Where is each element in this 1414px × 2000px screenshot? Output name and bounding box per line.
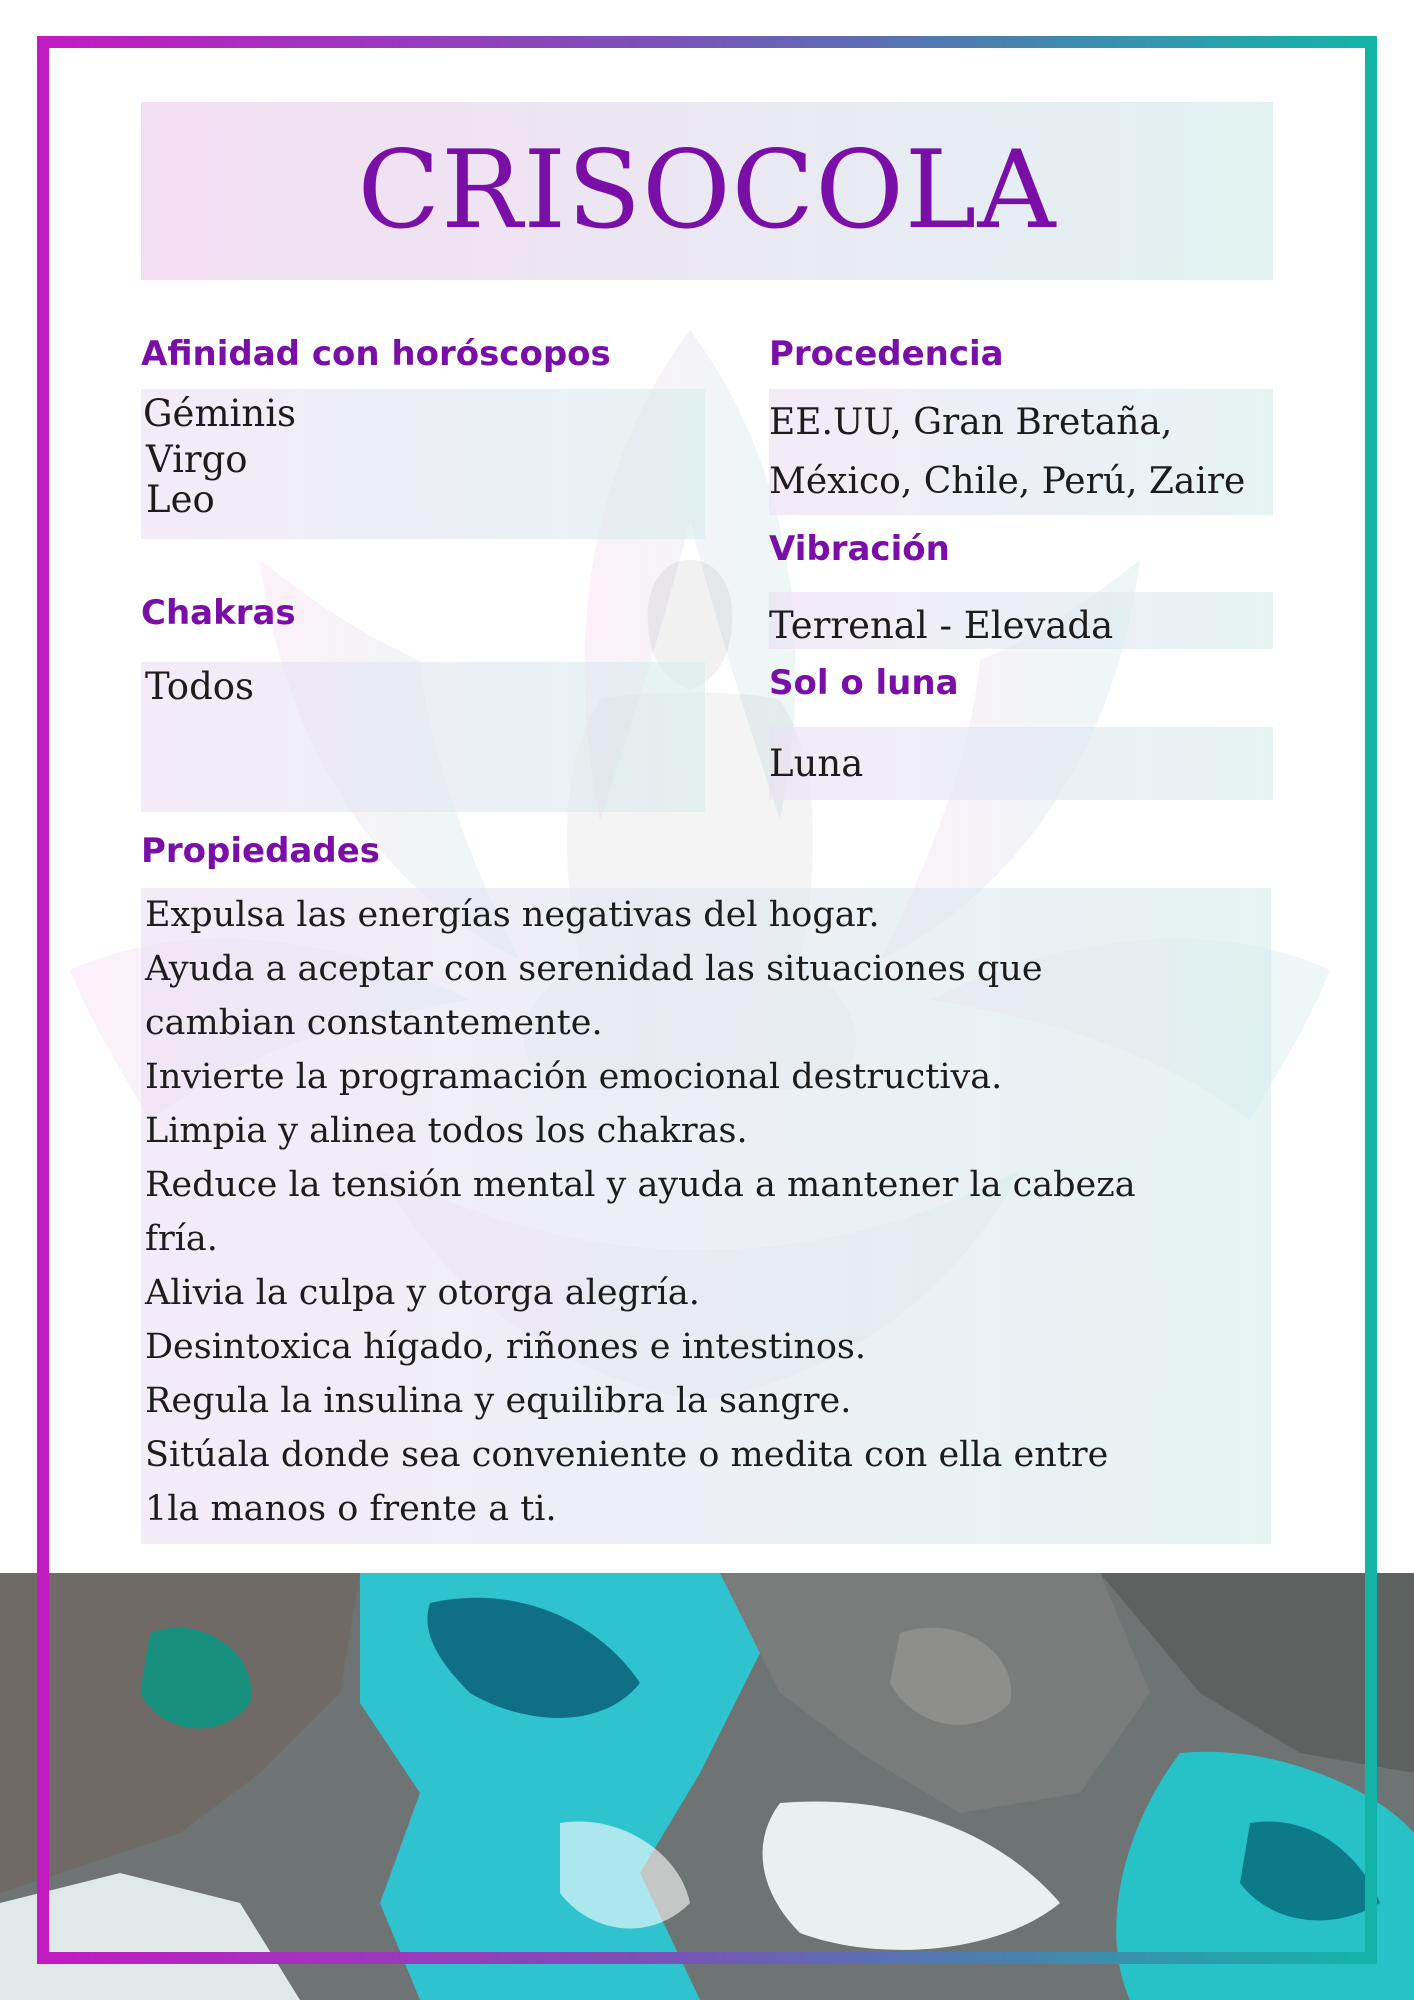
propiedad-line: 1la manos o frente a ti. xyxy=(145,1489,557,1529)
vibracion-label: Vibración xyxy=(769,529,950,569)
propiedad-line: Desintoxica hígado, riñones e intestinos. xyxy=(145,1327,867,1367)
propiedad-line: Ayuda a aceptar con serenidad las situaciones que xyxy=(145,949,1043,989)
horoscopo-item: Géminis xyxy=(143,392,297,435)
propiedad-line: Reduce la tensión mental y ayuda a mantener la cabeza xyxy=(145,1165,1136,1205)
propiedad-line: Regula la insulina y equilibra la sangre. xyxy=(145,1381,852,1421)
propiedad-line: Expulsa las energías negativas del hogar. xyxy=(145,895,880,935)
gradient-frame xyxy=(37,36,1377,1964)
chakras-value: Todos xyxy=(145,665,255,708)
procedencia-line: EE.UU, Gran Bretaña, xyxy=(769,402,1173,443)
propiedad-line: Invierte la programación emocional destructiva. xyxy=(145,1057,1003,1097)
sol-luna-value: Luna xyxy=(769,742,864,785)
horoscopo-item: Leo xyxy=(146,478,215,521)
propiedad-line: Sitúala donde sea conveniente o medita con ella entre xyxy=(145,1435,1109,1475)
propiedad-line: Limpia y alinea todos los chakras. xyxy=(145,1111,748,1151)
sol-luna-label: Sol o luna xyxy=(769,663,959,703)
propiedad-line: Alivia la culpa y otorga alegría. xyxy=(145,1273,700,1313)
chakras-label: Chakras xyxy=(141,593,296,633)
propiedad-line: cambian constantemente. xyxy=(145,1003,603,1043)
horoscopos-label: Afinidad con horóscopos xyxy=(141,334,611,374)
propiedades-label: Propiedades xyxy=(141,831,381,871)
vibracion-value: Terrenal - Elevada xyxy=(769,604,1114,647)
procedencia-line: México, Chile, Perú, Zaire xyxy=(769,461,1246,502)
propiedad-line: fría. xyxy=(145,1219,218,1259)
horoscopo-item: Virgo xyxy=(146,438,248,481)
procedencia-label: Procedencia xyxy=(769,334,1004,374)
page-title: CRISOCOLA xyxy=(357,128,1057,253)
